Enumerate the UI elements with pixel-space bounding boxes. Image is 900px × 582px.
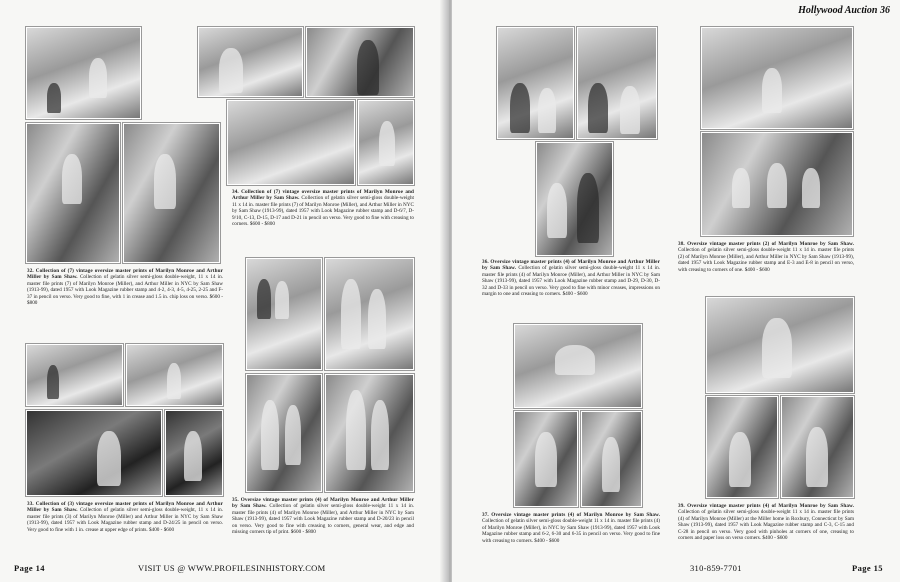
lot35-photo-3[interactable] <box>246 374 322 492</box>
lot32-photo-1[interactable] <box>26 27 141 119</box>
lot39-photo-2[interactable] <box>706 396 778 498</box>
lot34-photo-1[interactable] <box>198 27 303 97</box>
lot39-caption <box>678 503 854 541</box>
lot38-heading: 38. Oversize vintage master prints (2) of Marilyn Monroe by Sam Shaw. <box>678 241 854 247</box>
lot34-photo-4[interactable] <box>358 100 414 185</box>
lot37-photo-2[interactable] <box>514 411 578 507</box>
lot35-caption <box>232 497 414 535</box>
phone-number[interactable]: 310-859-7701 <box>690 563 742 573</box>
lot32-photo-3[interactable] <box>123 123 220 263</box>
lot39-heading: 39. Oversize vintage master prints (4) of Marilyn Monroe by Sam Shaw. <box>678 503 854 509</box>
lot37-heading: 37. Oversize vintage master prints (4) of Marilyn Monroe by Sam Shaw. <box>482 512 660 518</box>
website-link[interactable]: VISIT US @ WWW.PROFILESINHISTORY.COM <box>138 563 326 573</box>
lot37-body: Collection of gelatin silver semi-gloss double-weight 11 x 14 in. master file prints (4) of Marilyn Monroe (Miller), in NYC by Sam Shaw (1913-99), dated 1957 with Look Magazine rubber stamp and 6-2, 6-30 and 6-35 in pencil on verso. Very good to fine with creasing to corners. $400 - $600 <box>482 518 660 544</box>
lot33-photo-2[interactable] <box>126 344 223 406</box>
lot38-photo-2[interactable] <box>701 132 853 236</box>
lot37-photo-3[interactable] <box>581 411 642 507</box>
lot36-heading: 36. Oversize vintage master prints (4) of Marilyn Monroe and Arthur Miller by Sam Shaw. <box>482 259 660 272</box>
lot32-body: Collection of gelatin silver semi-gloss double-weight, 11 x 14 in. master file prints (7) of Marilyn Monroe (Miller), and Arthur Miller in NYC by Sam Shaw (1913-99), dated 1957 with Look Magazine rubber stamp and 4-2, 4-3, 4-5, 4-25, 2-25 and F-37 in pencil on verso. Very good to fine, with 1 in crease and 1.5 in. chip loss on verso. $600 - $800 <box>27 274 223 307</box>
lot34-photo-3[interactable] <box>227 100 355 185</box>
lot34-caption <box>232 189 414 227</box>
lot32-heading: 32. Collection of (7) vintage oversize master prints of Marilyn Monroe and Arthur Miller by Sam Shaw. <box>27 268 223 281</box>
lot33-heading: 33. Collection of (3) vintage oversize master prints of Marilyn Monroe and Arthur Miller by Sam Shaw. <box>27 501 223 514</box>
lot36-photo-2[interactable] <box>577 27 657 139</box>
lot38-photo-1[interactable] <box>701 27 853 129</box>
lot33-body: Collection of gelatin silver semi-gloss double-weight, 11 x 14 in. master file prints (3) of Marilyn Monroe (Miller) and Arthur Miller in NYC by Sam Shaw (1913-99), dated 1957 with Look Magazine rubber stamp and D-24/25 in pencil on verso. Very good to fine with 1 in. crease at upper edge of prints. $400 - $600 <box>27 507 223 533</box>
lot34-photo-2[interactable] <box>306 27 414 97</box>
left-page-number: Page 14 <box>14 563 45 573</box>
lot35-photo-1[interactable] <box>246 258 322 370</box>
lot35-body: Collection of gelatin silver semi-gloss double-weight 11 x 14 in. master file prints (4) of Marilyn Monroe (Miller), and Arthur Miller in NYC by Sam Shaw (1913-99), dated 1957 with Look Magazine rubber stamp and D-20/23 in pencil on verso. Very good to fine with creasing to corners, general wear, and edge and missing corners tip of print. $600 - $800 <box>232 503 414 536</box>
lot32-caption <box>27 268 223 306</box>
lot35-photo-4[interactable] <box>325 374 414 492</box>
lot35-heading: 35. Oversize vintage master prints (4) of Marilyn Monroe and Arthur Miller by Sam Shaw. <box>232 497 414 510</box>
lot32-photo-2[interactable] <box>26 123 120 263</box>
left-page <box>0 0 448 582</box>
lot33-photo-4[interactable] <box>165 410 223 496</box>
lot36-body: Collection of gelatin silver semi-gloss double-weight 11 x 14 in. master file prints (4) of Marilyn Monroe (Miller), and Arthur Miller in NYC by Sam Shaw (1913-99), dated 1957 with Look Magazine rubber stamp and D-29, D-30, D-32 and D-33 in pencil on verso. Very good to fine with minor creases, impressions on margin to one and creasing to corners. $400 - $600 <box>482 265 660 298</box>
lot33-photo-1[interactable] <box>26 344 123 406</box>
right-page <box>452 0 900 582</box>
lot38-caption <box>678 241 854 273</box>
lot34-heading: 34. Collection of (7) vintage oversize master prints of Marilyn Monroe and Arthur Miller by Sam Shaw. <box>232 189 414 202</box>
lot38-body: Collection of gelatin silver semi-gloss double-weight 11 x 14 in. master file prints (2) of Marilyn Monroe (Miller), and Arthur Miller in NYC by Sam Shaw (1913-99), dated 1957 with Look Magazine rubber stamp and E-3 and E-8 in pencil on verso, with creasing to corners of one. $400 - $600 <box>678 247 854 273</box>
lot39-body: Collection of gelatin silver semi-gloss double-weight 11 x 14 in. master file prints (4) of Marilyn Monroe (Miller) at the Miller home in Roxbury, Connecticut by Sam Shaw (1913-99), dated 1957 with Look Magazine rubber stamp and C-3, C-15 and C-28 in pencil on verso. Very good with pinholes at corners of one, creasing to corners and paper loss on verso corners. $400 - $600 <box>678 509 854 542</box>
lot36-caption <box>482 259 660 297</box>
lot36-photo-3[interactable] <box>536 142 613 256</box>
lot37-photo-1[interactable] <box>514 324 642 408</box>
lot36-photo-1[interactable] <box>497 27 574 139</box>
lot35-photo-2[interactable] <box>325 258 414 370</box>
lot33-caption <box>27 501 223 533</box>
catalog-title: Hollywood Auction 36 <box>798 5 890 16</box>
lot34-body: Collection of gelatin silver semi-gloss double-weight 11 x 14 in. master file prints (7) of Marilyn Monroe (Miller), and Arthur Miller in NYC by Sam Shaw (1913-99), dated 1957 with Look Magazine rubber stamp and D-6/7, D-9/10, C-13, D-15, D-17 and D-21 in pencil on verso. Very good to fine with creasing to corners. $600 - $800 <box>232 195 414 228</box>
right-page-number: Page 15 <box>852 563 883 573</box>
lot37-caption <box>482 512 660 544</box>
lot33-photo-3[interactable] <box>26 410 162 496</box>
lot39-photo-3[interactable] <box>781 396 854 498</box>
lot39-photo-1[interactable] <box>706 297 854 393</box>
